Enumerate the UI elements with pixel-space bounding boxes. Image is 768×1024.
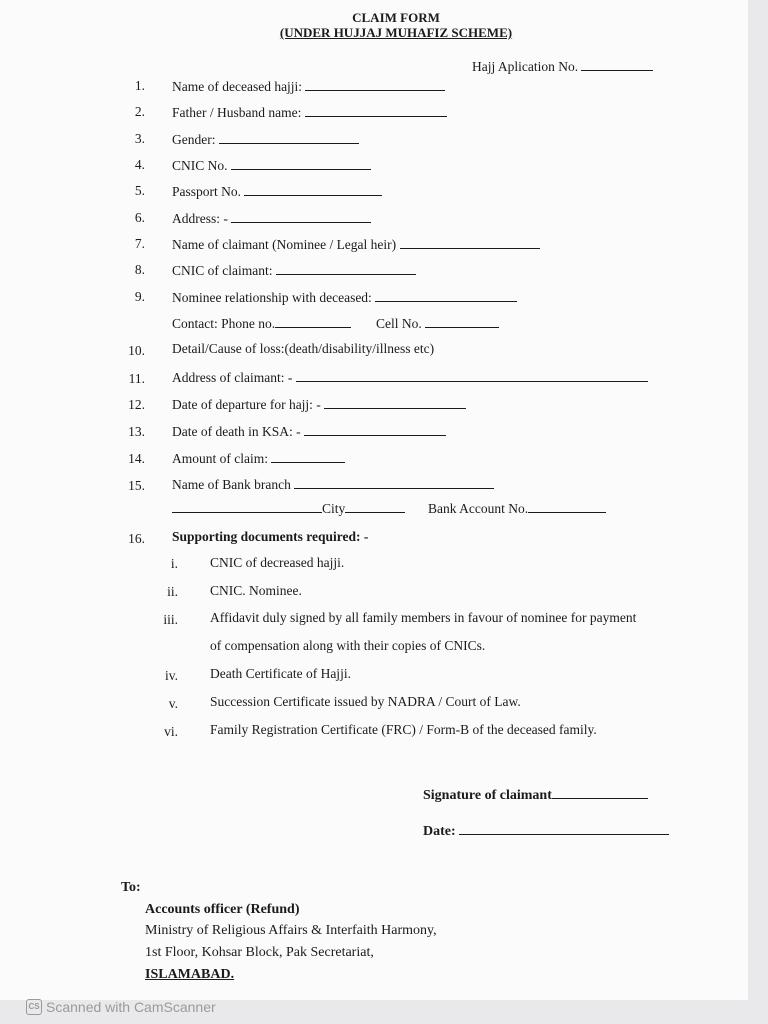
bank-city-field: City (172, 500, 405, 517)
address-field: Address: - (172, 210, 371, 227)
claim-amount-blank[interactable] (271, 450, 345, 463)
death-date-field: Date of death in KSA: - (172, 423, 446, 440)
departure-date-blank[interactable] (324, 396, 466, 409)
claimant-cnic-field: CNIC of claimant: (172, 262, 416, 279)
cnic-field: CNIC No. (172, 157, 371, 174)
passport-blank[interactable] (244, 183, 382, 196)
field-number: 5. (134, 183, 145, 198)
form-subtitle: (UNDER HUJJAJ MUHAFIZ SCHEME) (279, 25, 513, 40)
contact-phone-field: Contact: Phone no. (172, 315, 351, 332)
doc-item: CNIC. Nominee. (210, 583, 302, 598)
claimant-address-field: Address of claimant: - (172, 369, 648, 386)
bank-branch-blank[interactable] (294, 476, 494, 489)
field-number: 15. (128, 478, 145, 493)
doc-number: i. (170, 556, 178, 571)
gender-blank[interactable] (219, 131, 359, 144)
field-number: 11. (128, 371, 145, 386)
relationship-blank[interactable] (375, 289, 517, 302)
recipient-city: ISLAMABAD. (145, 967, 235, 982)
field-number: 16. (128, 531, 145, 546)
cell-blank[interactable] (425, 315, 499, 328)
death-date-blank[interactable] (304, 423, 446, 436)
doc-number: iv. (165, 668, 178, 683)
departure-date-field: Date of departure for hajj: - (172, 396, 466, 413)
bank-city-blank[interactable] (172, 500, 322, 513)
field-number: 2. (134, 104, 145, 119)
field-number: 13. (128, 424, 145, 439)
doc-number: v. (168, 696, 178, 711)
field-number: 1. (134, 78, 145, 93)
passport-field: Passport No. (172, 183, 382, 200)
field-number: 10. (128, 343, 145, 358)
claimant-name-blank[interactable] (400, 236, 540, 249)
bank-account-blank[interactable] (528, 500, 606, 513)
camscanner-watermark (26, 999, 216, 1015)
field-number: 6. (134, 210, 145, 225)
cnic-blank[interactable] (231, 157, 371, 170)
address-blank[interactable] (231, 210, 371, 223)
recipient-floor: 1st Floor, Kohsar Block, Pak Secretariat, (145, 945, 374, 960)
doc-item: CNIC of decreased hajji. (210, 555, 345, 570)
signature-blank[interactable] (552, 786, 648, 799)
doc-item-continued: of compensation along with their copies of CNICs. (210, 638, 486, 653)
bank-branch-field: Name of Bank branch (172, 476, 494, 493)
recipient-ministry: Ministry of Religious Affairs & Interfaith Harmony, (145, 923, 437, 938)
cause-of-loss-field: Detail/Cause of loss:(death/disability/illness etc) (172, 341, 435, 356)
claimant-name-field: Name of claimant (Nominee / Legal heir) (172, 236, 540, 253)
to-label: To: (121, 880, 141, 895)
doc-item: Family Registration Certificate (FRC) / Form-B of the deceased family. (210, 722, 597, 737)
father-husband-field: Father / Husband name: (172, 104, 447, 121)
contact-cell-field: Cell No. (376, 315, 499, 332)
claimant-cnic-blank[interactable] (276, 262, 416, 275)
doc-item: Death Certificate of Hajji. (210, 666, 351, 681)
field-number: 14. (128, 451, 145, 466)
field-number: 3. (134, 131, 145, 146)
doc-number: vi. (164, 724, 178, 739)
application-no-label: Hajj Aplication No. (472, 59, 579, 74)
recipient-title: Accounts officer (Refund) (145, 902, 300, 917)
deceased-name-blank[interactable] (305, 78, 445, 91)
doc-number: ii. (167, 584, 178, 599)
father-husband-blank[interactable] (305, 104, 447, 117)
doc-number: iii. (163, 612, 178, 627)
deceased-name-field: Name of deceased hajji: (172, 78, 445, 95)
relationship-field: Nominee relationship with deceased: (172, 289, 517, 306)
bank-account-field: Bank Account No. (428, 500, 606, 517)
watermark-text: Scanned with CamScanner (46, 999, 216, 1015)
phone-blank[interactable] (275, 315, 351, 328)
field-number: 9. (134, 289, 145, 304)
bank-city-tail-blank[interactable] (345, 500, 405, 513)
field-number: 7. (134, 236, 145, 251)
claim-amount-field: Amount of claim: (172, 450, 345, 467)
signature-field: Signature of claimant (423, 786, 648, 804)
field-number: 8. (134, 262, 145, 277)
date-field: Date: (423, 822, 669, 840)
doc-item: Succession Certificate issued by NADRA / Court of Law. (210, 694, 521, 709)
date-blank[interactable] (459, 822, 669, 835)
field-number: 4. (134, 157, 145, 172)
application-no-field (472, 58, 653, 75)
camscanner-icon: CS (26, 999, 42, 1015)
doc-item: Affidavit duly signed by all family members in favour of nominee for payment (210, 610, 637, 625)
form-title: CLAIM FORM (352, 10, 440, 25)
application-no-blank[interactable] (581, 58, 653, 71)
gender-field: Gender: (172, 131, 359, 148)
claimant-address-blank[interactable] (296, 369, 648, 382)
field-number: 12. (128, 397, 145, 412)
supporting-docs-heading: Supporting documents required: - (172, 529, 369, 544)
